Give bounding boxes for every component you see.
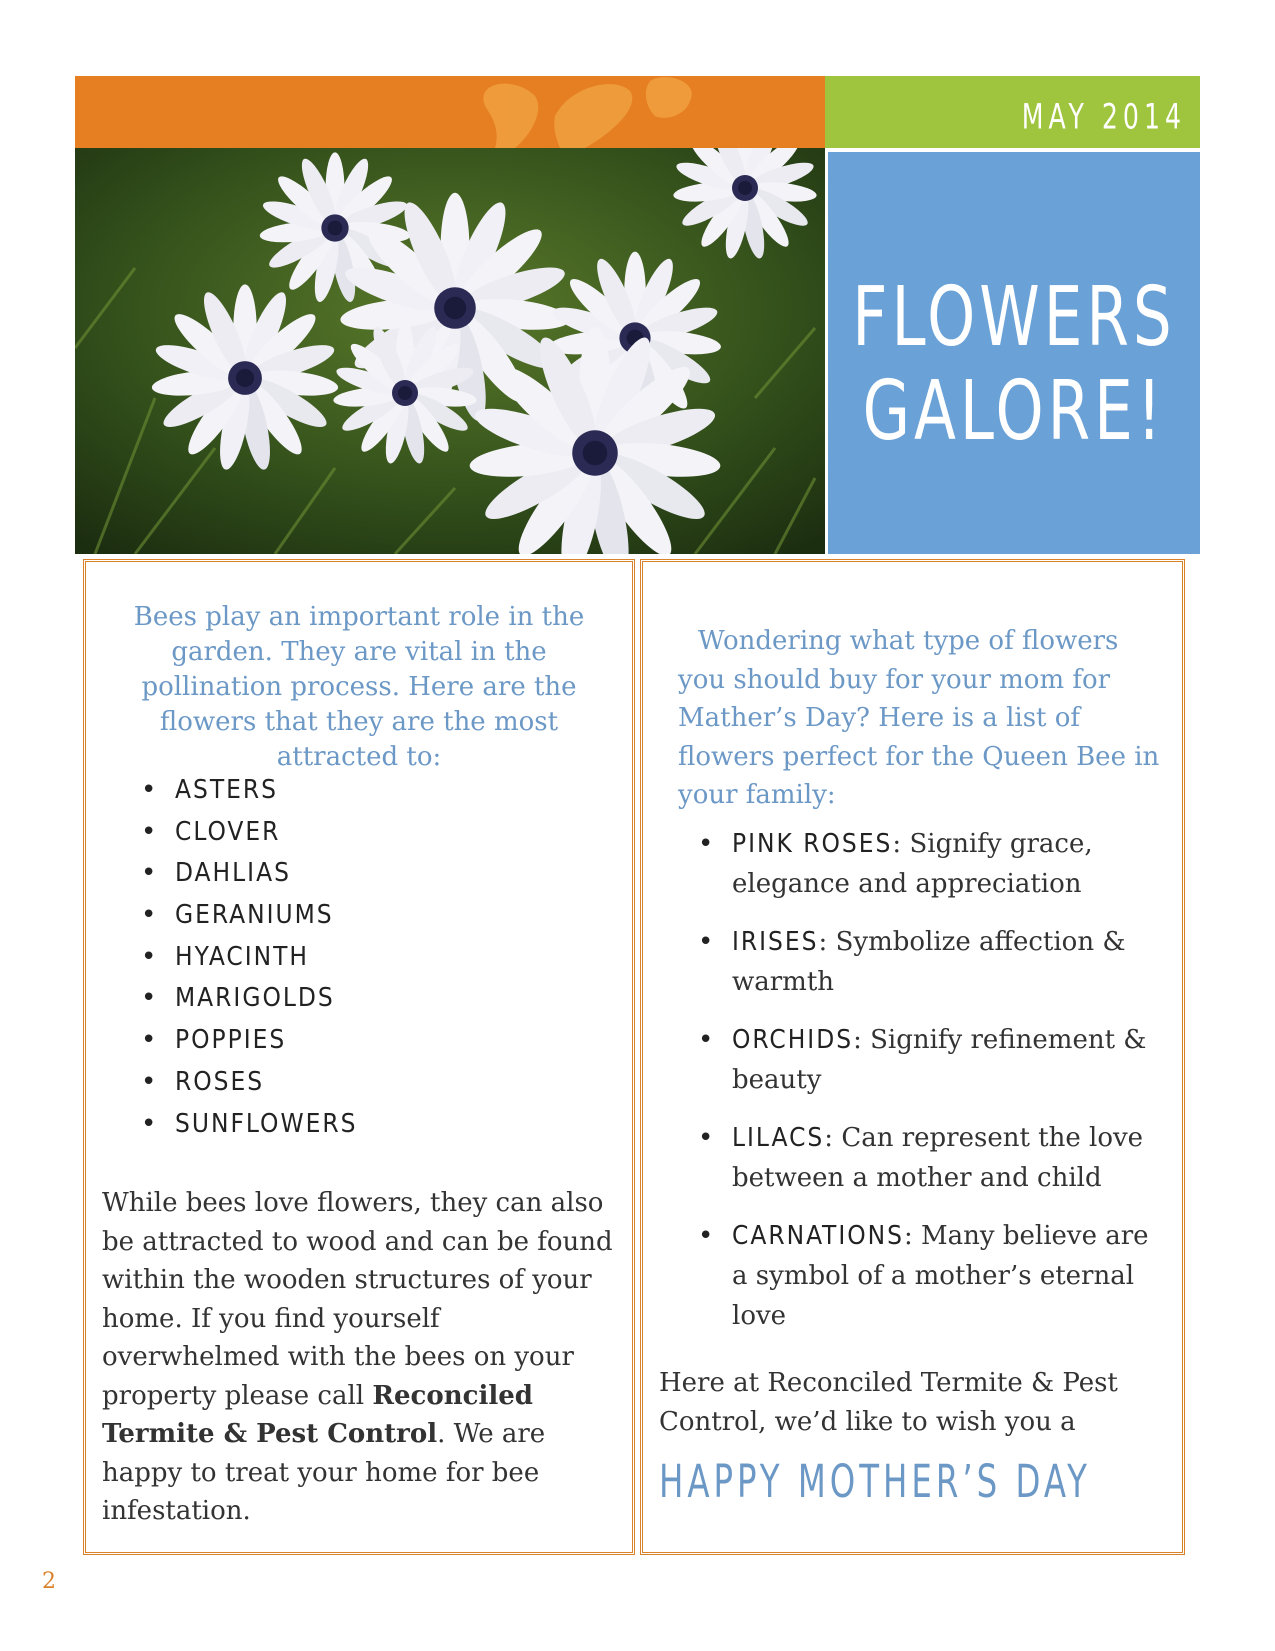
- flower-name: PINK ROSES: [732, 829, 893, 859]
- flower-name: ORCHIDS: [732, 1025, 854, 1055]
- bee-flowers-list: [141, 770, 357, 1145]
- mothers-day-flowers-list: [698, 824, 1172, 1354]
- list-item: [698, 824, 1172, 904]
- title-line-2: GALORE!: [862, 364, 1166, 460]
- mothers-day-article: [640, 559, 1185, 1555]
- list-item: • SUNFLOWERS: [141, 1104, 357, 1146]
- closing-paragraph: Here at Reconciled Termite & Pest Control, we’d like to wish you a: [659, 1368, 1118, 1437]
- flower-meaning: Many believe are a symbol of a mother’s eternal love: [732, 1221, 1149, 1331]
- intro-line: Wondering what type of flowers: [698, 626, 1119, 656]
- happy-mothers-day: HAPPY MOTHER’S DAY: [659, 1457, 1091, 1509]
- separator: :: [818, 927, 836, 957]
- list-item: • HYACINTH: [141, 937, 357, 979]
- list-item: • DAHLIAS: [141, 853, 357, 895]
- list-item: [698, 1216, 1172, 1336]
- newsletter-title: [828, 272, 1200, 459]
- paragraph-text: While bees love flowers, they can also be attracted to wood and can be found within the wooden structures of your home. If you find yourself overwhelmed with the bees on your property please call: [102, 1188, 613, 1411]
- bees-intro: Bees play an important role in the garden. They are vital in the pollination process. Here are the flowers that they are the most attracted to:: [133, 602, 585, 772]
- list-item: • GERANIUMS: [141, 895, 357, 937]
- intro-text: you should buy for your mom for Mather’s Day? Here is a list of flowers perfect for the Queen Bee in your family:: [678, 664, 1160, 810]
- flower-meaning: Can represent the love between a mother and child: [732, 1123, 1144, 1193]
- header-green-bar: [825, 76, 1200, 148]
- title-panel: [828, 152, 1200, 554]
- list-item: • ASTERS: [141, 770, 357, 812]
- flower-name: IRISES: [732, 927, 819, 957]
- list-item: • CLOVER: [141, 812, 357, 854]
- flower-meaning: Symbolize affection & warmth: [732, 927, 1126, 997]
- page-number: 2: [42, 1569, 56, 1594]
- bees-article: [83, 559, 635, 1555]
- header-orange-bar: [75, 76, 825, 148]
- bees-paragraph: [102, 1184, 620, 1531]
- list-item: • MARIGOLDS: [141, 978, 357, 1020]
- separator: :: [824, 1123, 842, 1153]
- paragraph-text: . We are happy to treat your home for bee infestation.: [102, 1419, 546, 1526]
- separator: :: [892, 829, 910, 859]
- flower-meaning: Signify grace, elegance and appreciation: [732, 829, 1093, 899]
- flower-meaning: Signify refinement & beauty: [732, 1025, 1147, 1095]
- butterfly-icon: [75, 76, 825, 148]
- company-name: Reconciled Termite & Pest Control: [102, 1380, 533, 1449]
- list-item: [698, 922, 1172, 1002]
- flower-name: CARNATIONS: [732, 1221, 904, 1251]
- daisy-photo: [75, 148, 825, 554]
- separator: :: [853, 1025, 871, 1055]
- separator: :: [904, 1221, 922, 1251]
- title-line-1: FLOWERS: [852, 270, 1176, 366]
- daisy-image: [75, 148, 825, 554]
- list-item: [698, 1118, 1172, 1198]
- flower-name: LILACS: [732, 1123, 825, 1153]
- list-item: [698, 1020, 1172, 1100]
- mothers-day-intro: [678, 622, 1172, 815]
- list-item: • ROSES: [141, 1062, 357, 1104]
- list-item: • POPPIES: [141, 1020, 357, 1062]
- issue-date: MAY 2014: [1021, 96, 1186, 138]
